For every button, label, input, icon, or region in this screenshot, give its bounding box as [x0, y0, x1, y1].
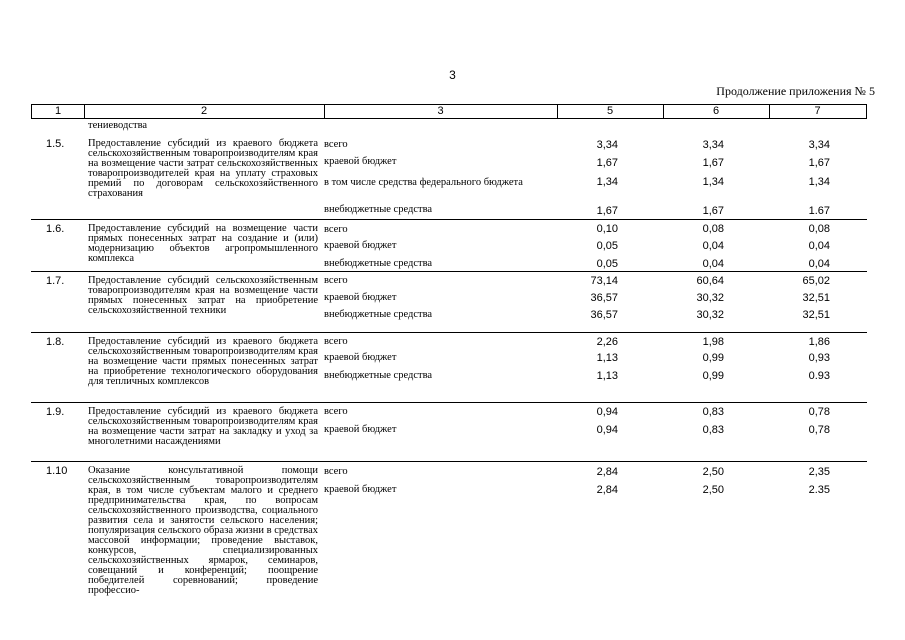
header-col-3: 3 — [437, 105, 444, 117]
value-col-5: 36,57 — [590, 309, 618, 321]
value-col-6: 0,99 — [702, 370, 724, 382]
row-description: Предоставление субсидий на возмещение части прямых понесенных затрат на создание и (или) модернизацию объектов агропромышленного комплекса — [88, 223, 318, 264]
value-col-7: 65,02 — [802, 275, 830, 287]
row-divider — [31, 402, 867, 403]
value-col-6: 1,34 — [702, 176, 724, 188]
header-col-5: 5 — [606, 105, 614, 117]
value-col-5: 1,67 — [596, 205, 618, 217]
value-col-6: 0,83 — [702, 424, 724, 436]
value-col-6: 1,67 — [702, 157, 724, 169]
value-col-5: 2,84 — [596, 466, 618, 478]
value-col-6: 2,50 — [702, 484, 724, 496]
value-col-6: 0,83 — [702, 406, 724, 418]
funding-source: краевой бюджет — [324, 484, 397, 495]
funding-source: краевой бюджет — [324, 424, 397, 435]
value-col-6: 1,67 — [702, 205, 724, 217]
value-col-5: 2,84 — [596, 484, 618, 496]
value-col-7: 2.35 — [808, 484, 830, 496]
value-col-5: 2,26 — [596, 336, 618, 348]
value-col-7: 2,35 — [808, 466, 830, 478]
continuation-label: Продолжение приложения № 5 — [716, 84, 875, 98]
funding-source: всего — [324, 336, 348, 347]
value-col-6: 0,08 — [702, 223, 724, 235]
funding-source: краевой бюджет — [324, 292, 397, 303]
row-divider — [31, 271, 867, 272]
value-col-7: 32,51 — [802, 309, 830, 321]
row-description: Предоставление субсидий из краевого бюджета сельскохозяйственным товаропроизводителям края на возмещение части затрат сельскохозяйственных товаропроизводителей края на уплату страховых премий по договорам сельскохозяйственного страхования — [88, 138, 318, 199]
value-col-5: 0,10 — [596, 223, 618, 235]
row-divider — [31, 219, 867, 220]
value-col-7: 0,93 — [808, 352, 830, 364]
value-col-7: 0,78 — [808, 424, 830, 436]
value-col-6: 0,99 — [702, 352, 724, 364]
row-divider — [31, 461, 867, 462]
header-col-7: 7 — [814, 105, 821, 117]
value-col-6: 30,32 — [696, 292, 724, 304]
funding-source: всего — [324, 224, 348, 235]
row-number: 1.6. — [46, 223, 65, 235]
header-col-2: 2 — [200, 105, 208, 117]
funding-source: всего — [324, 406, 348, 417]
value-col-6: 1,98 — [702, 336, 724, 348]
value-col-5: 3,34 — [596, 139, 618, 151]
value-col-6: 3,34 — [702, 139, 724, 151]
row-number: 1.9. — [46, 406, 65, 418]
funding-source: всего — [324, 139, 348, 150]
value-col-6: 30,32 — [696, 309, 724, 321]
row-description: Оказание консультативной помощи сельскохозяйственным товаропроизводителям края, в том числе субъектам малого и среднего предпринимательства края, по вопросам сельскохозяйственного производства, социального развития села и занятости сельского населения; популяризация сельского образа жизни в средствах массовой информации; проведение выставок, конкурсов, специализированных сельскохозяйственных ярмарок, семинаров, совещаний и конференций; поощрение победителей соревнований; проведение профессио- — [88, 465, 318, 596]
value-col-5: 1,34 — [596, 176, 618, 188]
value-col-5: 0,05 — [596, 258, 618, 270]
value-col-5: 36,57 — [590, 292, 618, 304]
funding-source: внебюджетные средства — [324, 258, 433, 269]
funding-source: внебюджетные средства — [324, 309, 433, 320]
value-col-6: 0,04 — [702, 258, 724, 270]
row-description: Предоставление субсидий из краевого бюджета сельскохозяйственным товаропроизводителям края на возмещение части прямых понесенных затрат на приобретение технологического оборудования для тепличных комплексов — [88, 336, 318, 387]
value-col-7: 1,86 — [808, 336, 830, 348]
row-number: 1.7. — [46, 275, 65, 287]
value-col-7: 1,67 — [808, 157, 830, 169]
row-divider — [31, 332, 867, 333]
value-col-5: 1,13 — [596, 370, 618, 382]
value-col-6: 2,50 — [702, 466, 724, 478]
value-col-5: 1,13 — [596, 352, 618, 364]
page-number: 3 — [449, 68, 456, 82]
funding-source: внебюджетные средства — [324, 204, 433, 215]
funding-source: в том числе средства федерального бюджета — [324, 177, 523, 188]
value-col-5: 0,05 — [596, 240, 618, 252]
row-number: 1.8. — [46, 336, 65, 348]
row-number: 1.10 — [46, 465, 68, 477]
value-col-7: 0,08 — [808, 223, 830, 235]
value-col-6: 0,04 — [702, 240, 724, 252]
funding-source: краевой бюджет — [324, 352, 397, 363]
value-col-7: 0,04 — [808, 258, 830, 270]
funding-source: всего — [324, 275, 348, 286]
value-col-7: 0,78 — [808, 406, 830, 418]
header-col-1: 1 — [54, 105, 62, 117]
value-col-5: 0,94 — [596, 424, 618, 436]
row-description: Предоставление субсидий сельскохозяйственным товаропроизводителям края на возмещение части прямых понесенных затрат на приобретение сельскохозяйственной техники — [88, 275, 318, 316]
value-col-5: 0,94 — [596, 406, 618, 418]
funding-source: внебюджетные средства — [324, 370, 433, 381]
value-col-6: 60,64 — [696, 275, 724, 287]
funding-source: краевой бюджет — [324, 156, 397, 167]
row-number: 1.5. — [46, 138, 65, 150]
funding-source: всего — [324, 466, 348, 477]
value-col-7: 0.93 — [808, 370, 830, 382]
header-col-6: 6 — [712, 105, 720, 117]
value-col-7: 0,04 — [808, 240, 830, 252]
value-col-5: 1,67 — [596, 157, 618, 169]
funding-source: краевой бюджет — [324, 240, 397, 251]
value-col-7: 32,51 — [802, 292, 830, 304]
row-description: Предоставление субсидий из краевого бюджета сельскохозяйственным товаропроизводителям края на возмещение части затрат на закладку и уход за многолетними насаждениями — [88, 406, 318, 447]
value-col-7: 1.67 — [808, 205, 830, 217]
table-header — [31, 104, 867, 119]
value-col-5: 73,14 — [590, 275, 618, 287]
carryover-text: тениеводства — [88, 120, 148, 131]
value-col-7: 1,34 — [808, 176, 830, 188]
value-col-7: 3,34 — [808, 139, 830, 151]
